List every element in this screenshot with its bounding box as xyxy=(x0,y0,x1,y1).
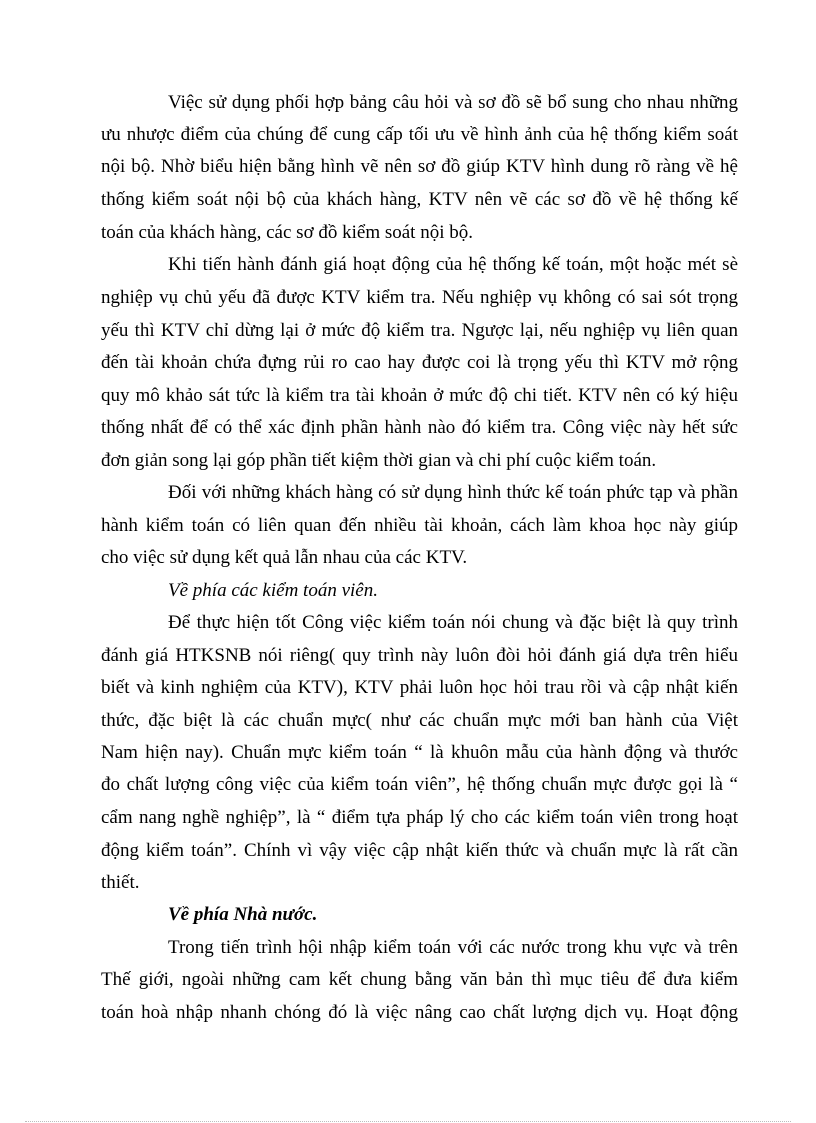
text-line: Thế giới, ngoài những cam kết chung bằng văn bản thì mục tiêu để đưa kiểm xyxy=(101,969,738,990)
page-bottom-rule xyxy=(25,1121,791,1122)
text-line: Việc sử dụng phối hợp bảng câu hỏi và sơ đồ sẽ bổ sung cho nhau những xyxy=(168,92,738,113)
text-line: Để thực hiện tốt Công việc kiểm toán nói chung và đặc biệt là quy trình xyxy=(168,612,738,633)
text-line: thống kiểm soát nội bộ của khách hàng, KTV nên vẽ các sơ đồ về hệ thống kế xyxy=(101,189,738,210)
text-line: yếu thì KTV chỉ dừng lại ở mức độ kiểm tra. Ngược lại, nếu nghiệp vụ liên quan xyxy=(101,320,738,341)
text-line: biết và kinh nghiệm của KTV), KTV phải luôn học hỏi trau rồi và cập nhật kiến xyxy=(101,677,738,698)
text-line: Trong tiến trình hội nhập kiểm toán với các nước trong khu vực và trên xyxy=(168,937,738,958)
text-line: đến tài khoản chứa đựng rủi ro cao hay được coi là trọng yếu thì KTV mở rộng xyxy=(101,352,738,373)
text-line: Đối với những khách hàng có sử dụng hình thức kế toán phức tạp và phần xyxy=(168,482,738,503)
text-line: thống nhất để có thể xác định phần hành nào đó kiểm tra. Công việc này hết sức xyxy=(101,417,738,438)
text-line: đo chất lượng công việc của kiểm toán viên”, hệ thống chuẩn mực được gọi là “ xyxy=(101,774,738,795)
text-line: cho việc sử dụng kết quả lẫn nhau của các KTV. xyxy=(101,547,468,568)
text-line: hành kiểm toán có liên quan đến nhiều tài khoản, cách làm khoa học này giúp xyxy=(101,515,738,536)
text-line: đánh giá HTKSNB nói riêng( quy trình này luôn đòi hỏi đánh giá dựa trên hiểu xyxy=(101,645,738,666)
text-line: động kiểm toán”. Chính vì vậy việc cập nhật kiến thức và chuẩn mực là rất cần xyxy=(101,840,738,861)
text-line: đơn giản song lại góp phần tiết kiệm thời gian và chi phí cuộc kiểm toán. xyxy=(101,450,657,471)
text-line: Khi tiến hành đánh giá hoạt động của hệ thống kế toán, một hoặc mét sè xyxy=(168,254,738,275)
section-heading-auditors: Về phía các kiểm toán viên. xyxy=(168,580,378,601)
text-line: cẩm nang nghề nghiệp”, là “ điểm tựa pháp lý cho các kiểm toán viên trong hoạt xyxy=(101,807,738,828)
text-line: nội bộ. Nhờ biểu hiện bằng hình vẽ nên sơ đồ giúp KTV hình dung rõ ràng về hệ xyxy=(101,156,738,177)
text-line: thức, đặc biệt là các chuẩn mực( như các chuẩn mực mới ban hành của Việt xyxy=(101,710,738,731)
text-line: toán hoà nhập nhanh chóng đó là việc nâng cao chất lượng dịch vụ. Hoạt động xyxy=(101,1002,738,1023)
section-heading-state: Về phía Nhà nước. xyxy=(168,904,318,925)
text-line: ưu nhược điểm của chúng để cung cấp tối ưu về hình ảnh của hệ thống kiểm soát xyxy=(101,124,738,145)
text-line: quy mô khảo sát tức là kiểm tra tài khoản ở mức độ chi tiết. KTV nên có ký hiệu xyxy=(101,385,738,406)
text-line: thiết. xyxy=(101,872,140,893)
text-line: Nam hiện nay). Chuẩn mực kiểm toán “ là khuôn mẫu của hành động và thước xyxy=(101,742,738,763)
text-line: toán của khách hàng, các sơ đồ kiểm soát nội bộ. xyxy=(101,222,473,243)
text-line: nghiệp vụ chủ yếu đã được KTV kiểm tra. Nếu nghiệp vụ không có sai sót trọng xyxy=(101,287,738,308)
